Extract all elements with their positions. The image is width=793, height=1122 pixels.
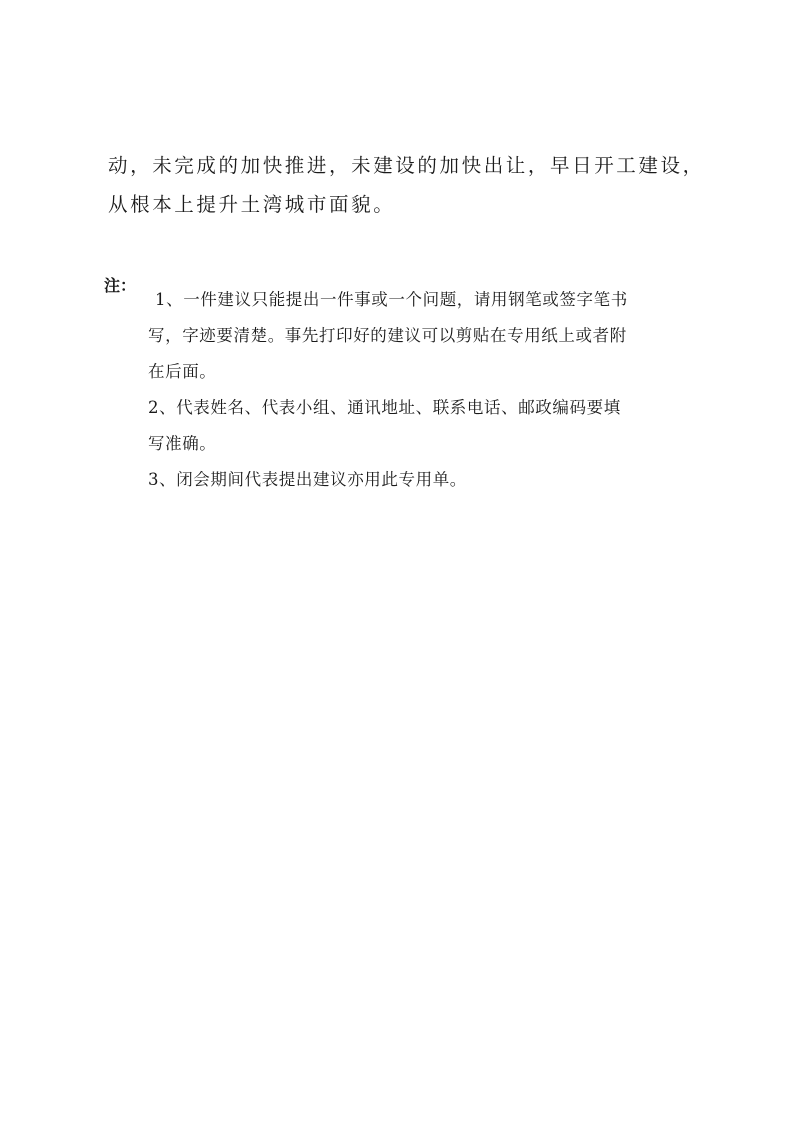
- note-line: 写准确。: [148, 434, 217, 453]
- note-item-1: [148, 282, 703, 390]
- body-line: 动，未完成的加快推进，未建设的加快出让，早日开工建设，: [108, 154, 705, 177]
- note-item-2: [148, 390, 703, 462]
- note-line: 写，字迹要清楚。事先打印好的建议可以剪贴在专用纸上或者附: [148, 326, 627, 345]
- note-line: 1、一件建议只能提出一件事或一个问题，请用钢笔或签字笔书: [155, 290, 628, 309]
- notes-list: [148, 282, 703, 498]
- note-line: 在后面。: [148, 362, 217, 381]
- note-line: 2、代表姓名、代表小组、通讯地址、联系电话、邮政编码要填: [148, 398, 621, 417]
- note-line: 3、闭会期间代表提出建议亦用此专用单。: [148, 470, 467, 489]
- notes-label: 注：: [104, 276, 137, 295]
- body-line: 从根本上提升土湾城市面貌。: [108, 193, 396, 216]
- note-item-3: [148, 462, 703, 498]
- body-paragraph: [108, 146, 705, 224]
